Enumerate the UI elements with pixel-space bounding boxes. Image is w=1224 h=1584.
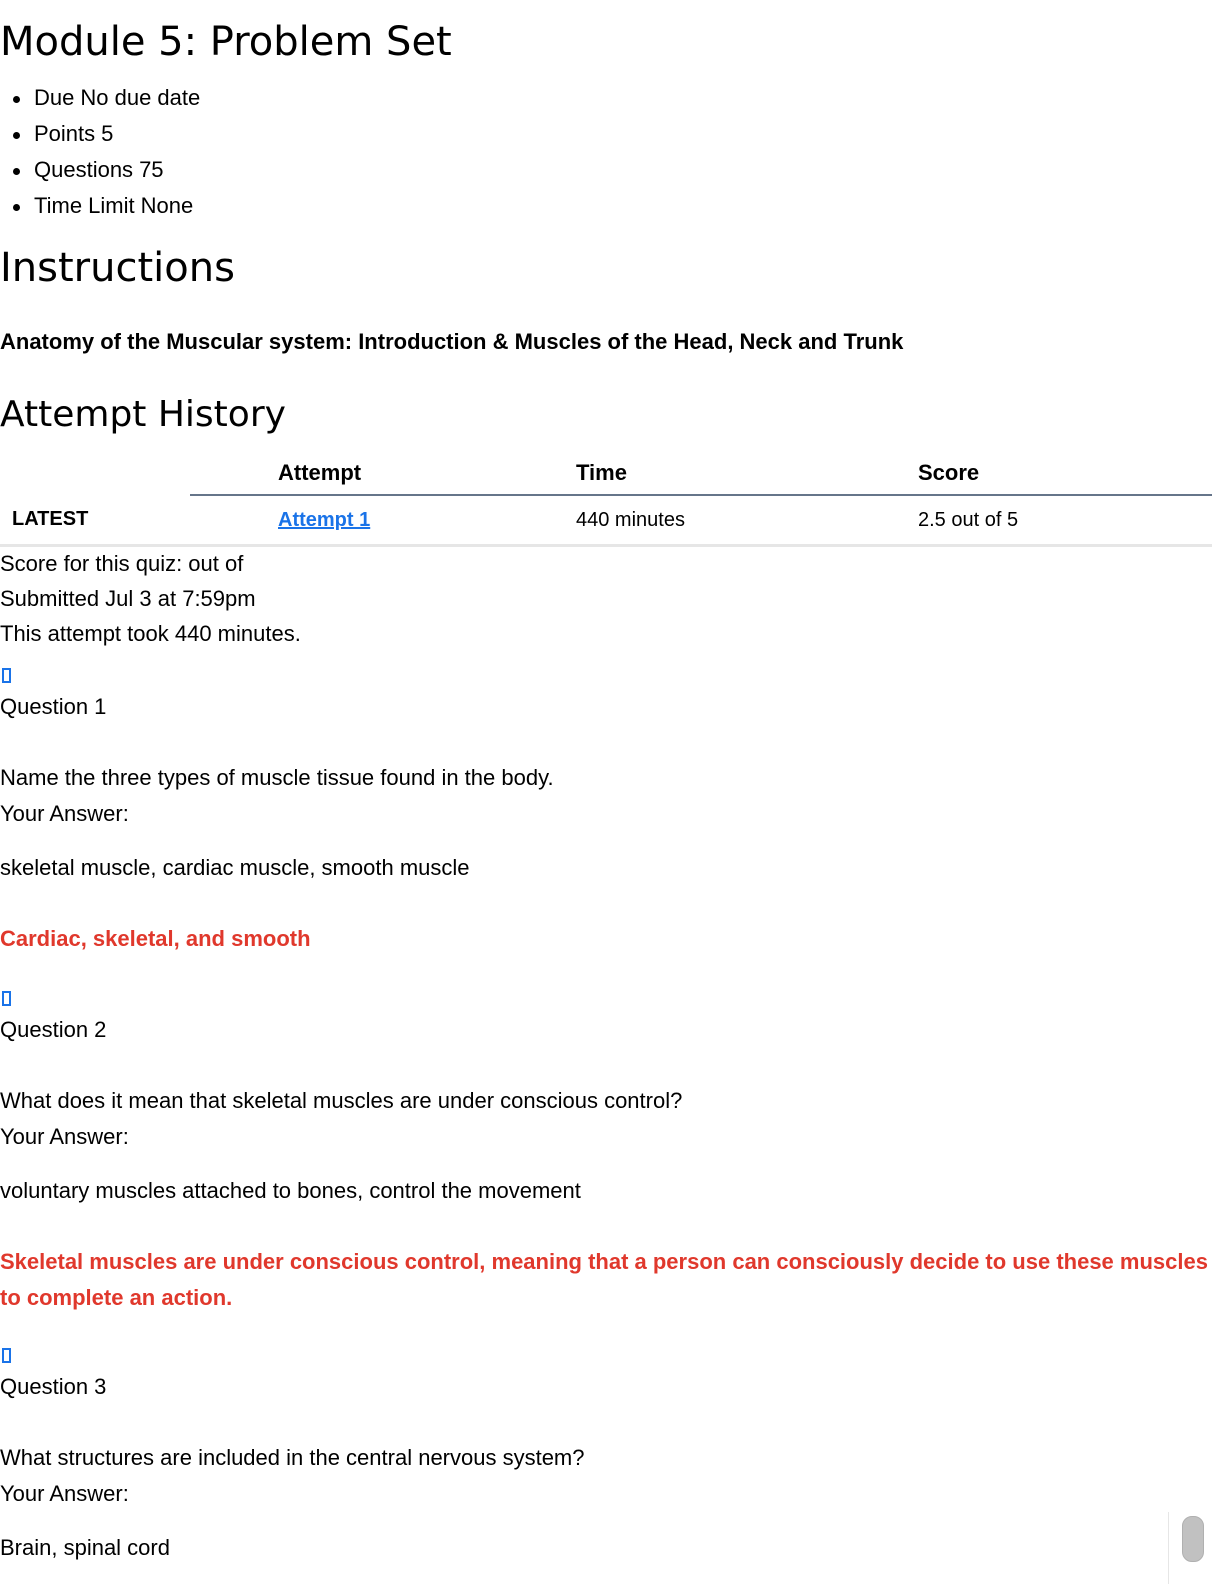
quiz-details-list — [0, 80, 200, 224]
attempt-1-link[interactable]: Attempt 1 — [278, 508, 371, 531]
attempt-score: 2.5 out of 5 — [918, 495, 1212, 546]
column-header-score: Score — [918, 452, 1212, 495]
question-2-text: What does it mean that skeletal muscles are under conscious control? Your Answer: — [0, 1083, 682, 1155]
question-1-answer: skeletal muscle, cardiac muscle, smooth muscle — [0, 855, 470, 880]
question-1-title: Question 1 — [0, 694, 107, 719]
question-flag-icon[interactable] — [2, 991, 11, 1006]
vertical-scrollbar[interactable] — [1168, 1512, 1213, 1584]
detail-points: Points 5 — [0, 116, 200, 152]
question-3-answer: Brain, spinal cord — [0, 1535, 170, 1560]
question-2-answer: voluntary muscles attached to bones, control the movement — [0, 1178, 581, 1203]
detail-time-limit: Time Limit None — [0, 188, 200, 224]
question-flag-icon[interactable] — [2, 668, 11, 683]
scroll-thumb[interactable] — [1182, 1516, 1204, 1562]
table-header-row — [0, 452, 1212, 495]
table-row — [0, 495, 1212, 546]
column-header-attempt: Attempt — [190, 452, 576, 495]
your-answer-label: Your Answer: — [0, 1124, 129, 1149]
column-header-status — [0, 452, 190, 495]
question-3-text: What structures are included in the central nervous system? Your Answer: — [0, 1440, 585, 1512]
question-1-text: Name the three types of muscle tissue found in the body. Your Answer: — [0, 760, 554, 832]
duration-line: This attempt took 440 minutes. — [0, 621, 301, 646]
attempt-status: LATEST — [0, 495, 190, 546]
attempt-time: 440 minutes — [576, 495, 918, 546]
question-flag-icon[interactable] — [2, 1348, 11, 1363]
column-header-time: Time — [576, 452, 918, 495]
detail-due: Due No due date — [0, 80, 200, 116]
attempt-history-table — [0, 452, 1212, 547]
attempt-summary — [0, 546, 301, 651]
instructions-heading: Instructions — [0, 245, 235, 291]
page-title: Module 5: Problem Set — [0, 19, 452, 65]
question-2-title: Question 2 — [0, 1017, 107, 1042]
instructions-text: Anatomy of the Muscular system: Introduction & Muscles of the Head, Neck and Trunk — [0, 329, 904, 354]
attempt-history-heading: Attempt History — [0, 394, 286, 435]
question-1-correct-answer: Cardiac, skeletal, and smooth — [0, 926, 311, 951]
score-line: Score for this quiz: out of — [0, 551, 244, 576]
attempt-cell — [190, 495, 576, 546]
question-2-correct-answer: Skeletal muscles are under conscious control, meaning that a person can consciously decide to use these muscles to complete an action. — [0, 1249, 1208, 1310]
detail-questions: Questions 75 — [0, 152, 200, 188]
submitted-line: Submitted Jul 3 at 7:59pm — [0, 586, 256, 611]
your-answer-label: Your Answer: — [0, 801, 129, 826]
your-answer-label: Your Answer: — [0, 1481, 129, 1506]
question-3-title: Question 3 — [0, 1374, 107, 1399]
